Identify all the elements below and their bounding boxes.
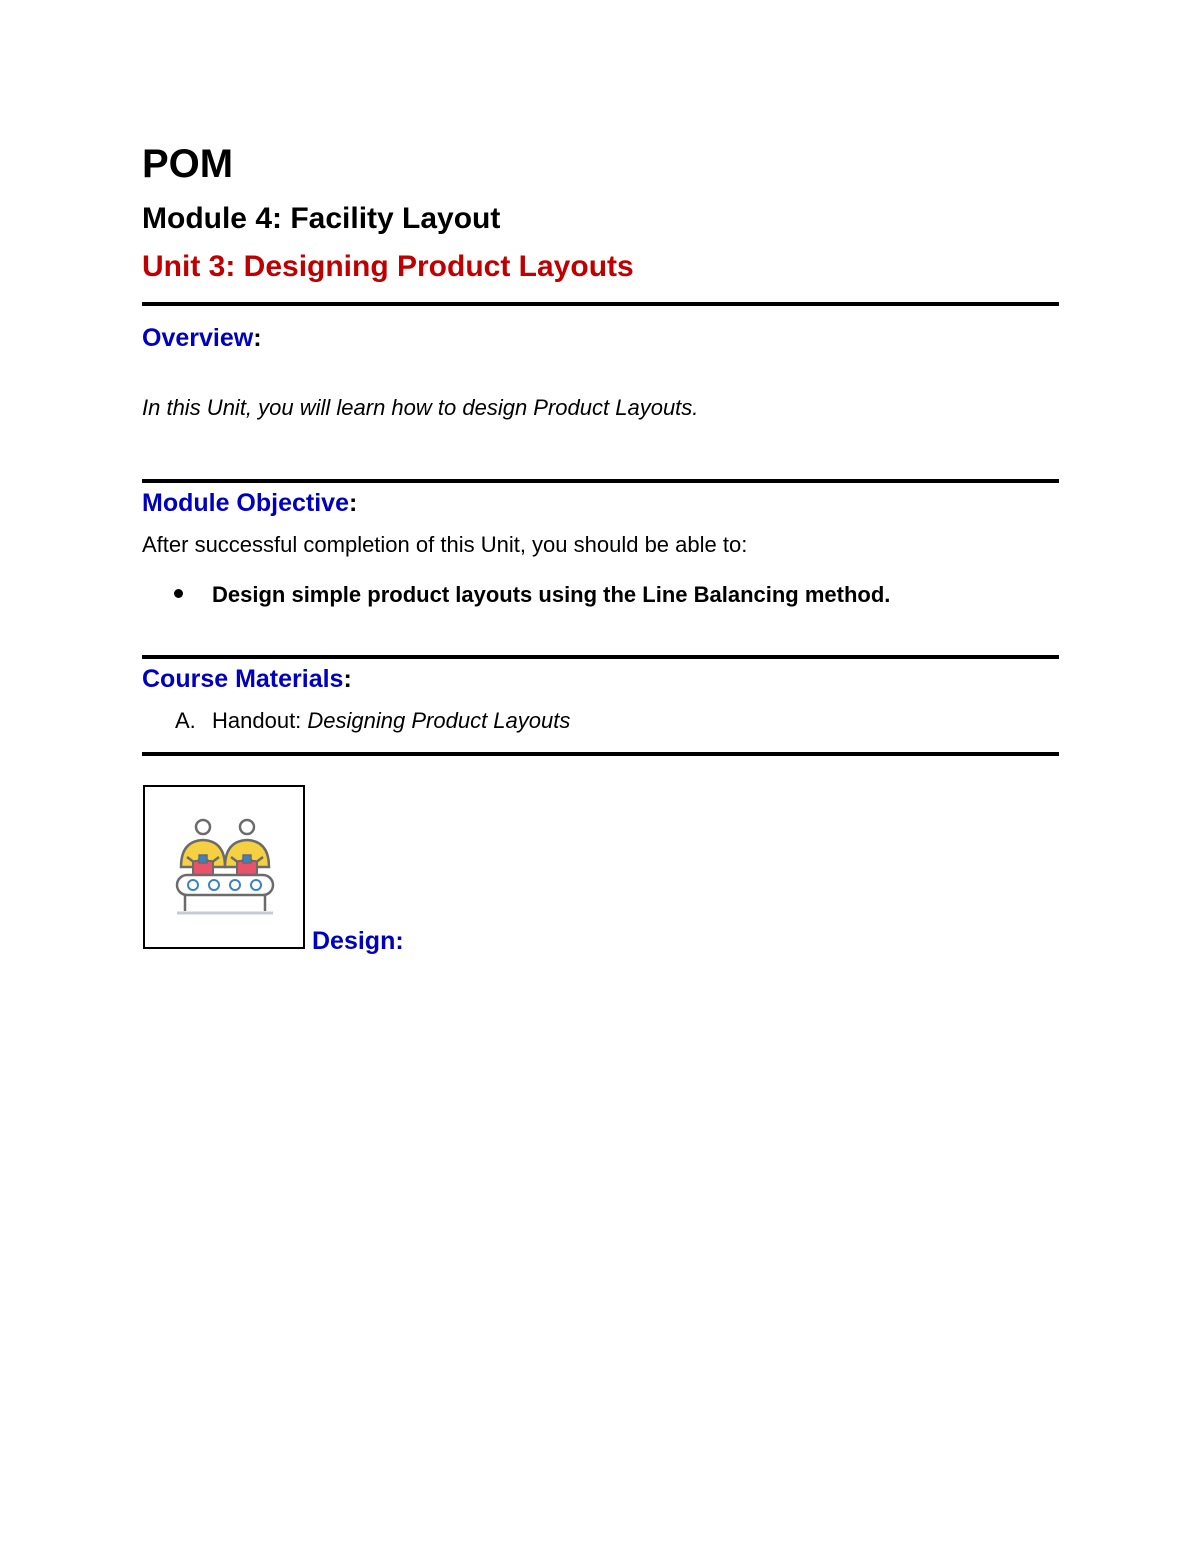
objective-heading-label: Module Objective: [142, 489, 349, 517]
materials-item-marker: A.: [175, 708, 196, 733]
divider-1: [142, 302, 1059, 306]
objective-bullet: Design simple product layouts using the Line Balancing method.: [212, 582, 891, 607]
materials-item: [212, 706, 570, 736]
assembly-line-workers-icon: [173, 817, 277, 919]
design-heading: Design:: [312, 927, 404, 955]
materials-item-label: Handout:: [212, 708, 308, 733]
materials-item-title: Designing Product Layouts: [307, 708, 571, 733]
overview-heading: [142, 322, 262, 354]
module-title: Module 4: Facility Layout: [142, 202, 501, 235]
divider-2: [142, 479, 1059, 483]
overview-text: In this Unit, you will learn how to design Product Layouts.: [142, 395, 699, 420]
divider-3: [142, 655, 1059, 659]
design-icon-frame: [143, 785, 305, 949]
materials-heading: [142, 663, 352, 695]
document-title: POM: [142, 142, 234, 186]
divider-4: [142, 752, 1059, 756]
overview-heading-colon: :: [253, 324, 262, 352]
overview-heading-label: Overview: [142, 324, 254, 352]
objective-heading: [142, 487, 357, 519]
bullet-marker: [174, 589, 183, 598]
objective-heading-colon: :: [348, 489, 358, 517]
objective-intro: After successful completion of this Unit, you should be able to:: [142, 532, 748, 557]
materials-heading-colon: :: [343, 665, 352, 693]
materials-heading-label: Course Materials: [142, 665, 344, 693]
unit-title: Unit 3: Designing Product Layouts: [142, 250, 634, 283]
